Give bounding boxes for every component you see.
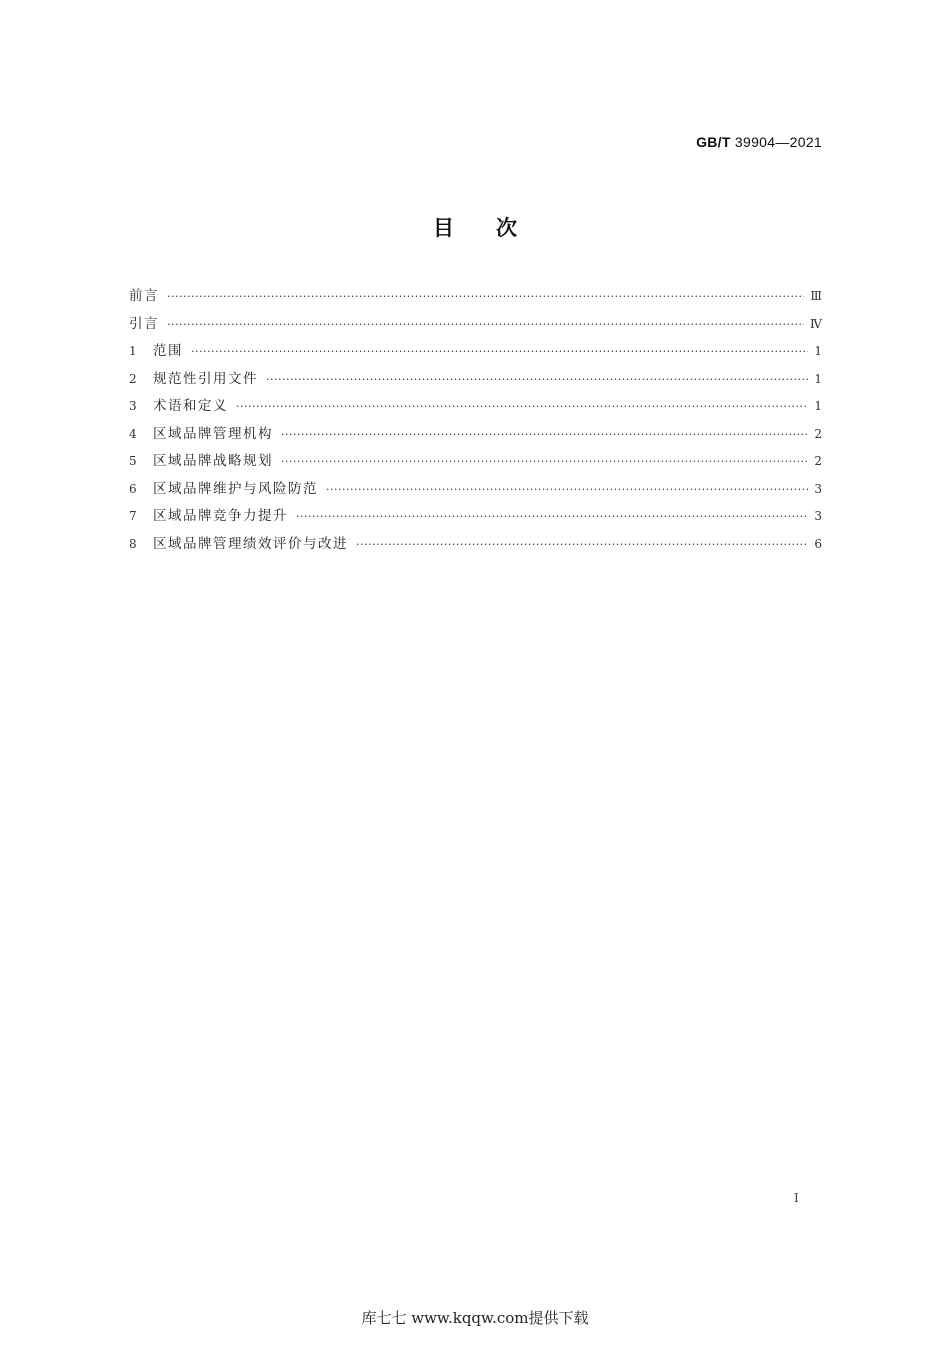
toc-entry-page: 2 <box>814 454 822 468</box>
toc-entry-3[interactable] <box>129 395 822 423</box>
toc-dot-leader <box>266 369 808 391</box>
toc-entry-page: 3 <box>814 509 822 523</box>
toc-entry-label: 引言 <box>129 315 159 332</box>
toc-entry-page: 1 <box>814 371 822 386</box>
toc-entry-label: 范围 <box>153 343 183 359</box>
download-source-footer: 库七七 www.kqqw.com提供下载 <box>361 1309 589 1327</box>
toc-entry-label: 区域品牌维护与风险防范 <box>153 480 318 497</box>
toc-entry-label: 区域品牌管理机构 <box>153 425 273 442</box>
toc-dot-leader <box>167 314 804 336</box>
toc-dot-leader <box>326 479 808 501</box>
toc-entry-page: 3 <box>814 481 822 496</box>
toc-entry-number: 6 <box>129 481 137 496</box>
toc-entry-5[interactable] <box>129 450 822 478</box>
toc-entry-number: 5 <box>129 454 137 468</box>
toc-dot-leader <box>296 506 808 528</box>
toc-entry-page: 6 <box>814 536 822 551</box>
toc-title: 目次 <box>433 216 559 240</box>
toc-dot-leader <box>281 451 808 473</box>
toc-entry-foreword[interactable] <box>129 285 822 313</box>
page-number: I <box>794 1191 799 1205</box>
toc-entry-8[interactable] <box>129 533 822 561</box>
toc-entry-label: 术语和定义 <box>153 398 228 414</box>
toc-entry-page: Ⅲ <box>810 289 822 303</box>
toc-dot-leader <box>236 396 808 418</box>
toc-entry-number: 1 <box>129 344 137 358</box>
toc-entry-1[interactable] <box>129 340 822 368</box>
standard-code <box>696 134 822 150</box>
toc-entry-label: 区域品牌战略规划 <box>153 453 273 469</box>
toc-entry-label: 前言 <box>129 288 159 304</box>
toc-entry-2[interactable] <box>129 368 822 396</box>
toc-entry-introduction[interactable] <box>129 313 822 341</box>
toc-dot-leader <box>167 286 804 308</box>
standard-number: 39904—2021 <box>734 134 822 150</box>
toc-entry-number: 2 <box>129 371 137 386</box>
standard-prefix: GB/T <box>696 134 731 150</box>
toc-entry-label: 区域品牌竞争力提升 <box>153 508 288 524</box>
toc-entry-number: 4 <box>129 426 137 441</box>
toc-entry-4[interactable] <box>129 423 822 451</box>
toc-entry-7[interactable] <box>129 505 822 533</box>
toc-entry-page: 1 <box>814 399 822 413</box>
toc-dot-leader <box>191 341 808 363</box>
toc-entry-number: 3 <box>129 399 137 413</box>
toc-entry-label: 区域品牌管理绩效评价与改进 <box>153 535 348 552</box>
toc-entry-number: 7 <box>129 509 137 523</box>
toc-entry-6[interactable] <box>129 478 822 506</box>
toc-entry-page: Ⅳ <box>810 316 822 331</box>
toc-entry-label: 规范性引用文件 <box>153 370 258 387</box>
toc-entry-page: 1 <box>814 344 822 358</box>
toc-entry-number: 8 <box>129 536 137 551</box>
toc-entry-page: 2 <box>814 426 822 441</box>
toc-dot-leader <box>356 534 808 556</box>
toc-dot-leader <box>281 424 808 446</box>
table-of-contents <box>129 285 822 560</box>
